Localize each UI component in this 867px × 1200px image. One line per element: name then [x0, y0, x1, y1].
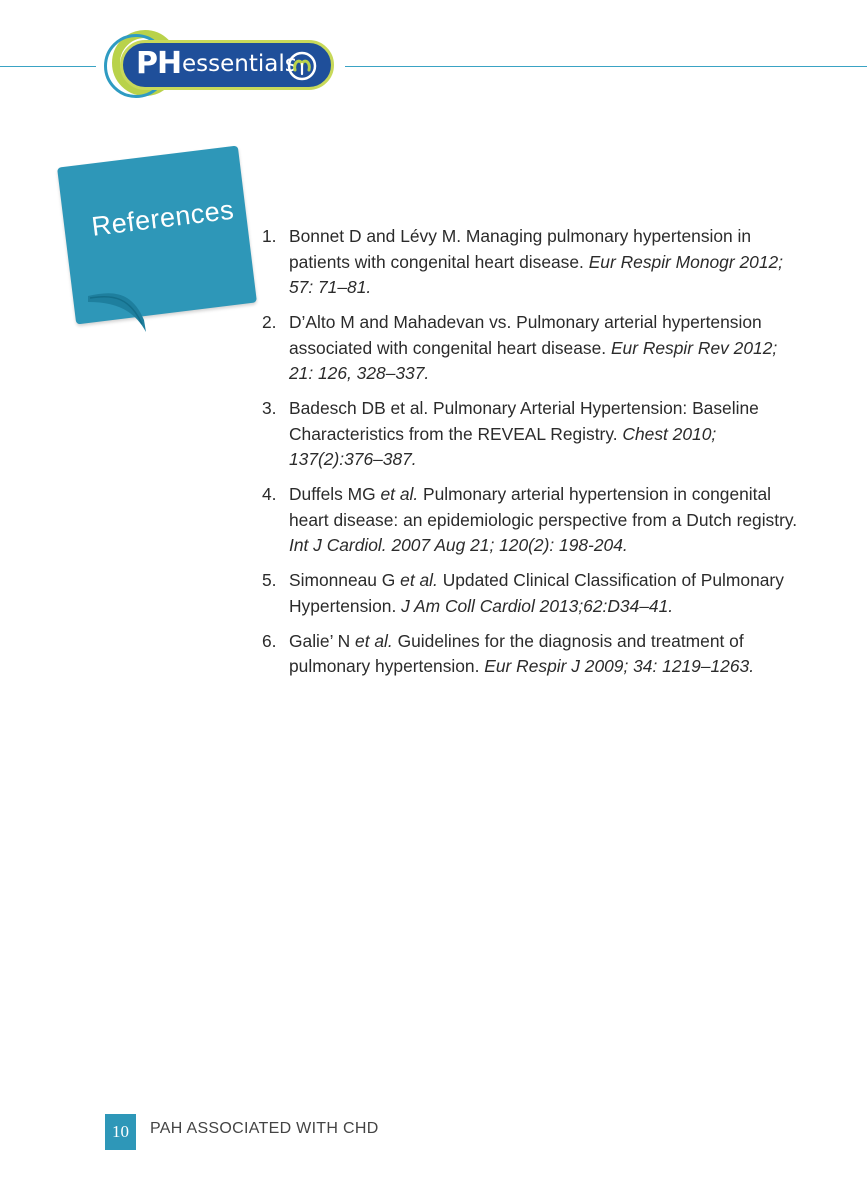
sticky-note-curl-icon	[84, 280, 164, 336]
header-rule-right	[345, 66, 867, 67]
reference-author: Galie’ N	[289, 630, 356, 651]
references-list	[262, 224, 802, 689]
ph-essentials-logo	[100, 28, 340, 104]
footer-title: PAH ASSOCIATED WITH CHD	[150, 1120, 379, 1137]
reference-text: Updated Clinical Classification of Pulmonary Hypertension.	[289, 570, 784, 616]
lungs-swirl-icon	[286, 50, 318, 82]
reference-number: 6.	[262, 630, 277, 651]
reference-citation: Int J Cardiol. 2007 Aug 21; 120(2): 198-204.	[289, 535, 628, 555]
reference-item-3	[262, 396, 802, 473]
reference-author: Simonneau G	[289, 570, 401, 590]
page-number: 10	[105, 1114, 136, 1150]
logo-essentials-text: essentials	[182, 51, 297, 77]
reference-etal: et al.	[380, 484, 419, 504]
references-sticky-note	[60, 150, 260, 340]
reference-citation: Chest 2010; 137(2):376–387.	[289, 423, 717, 469]
reference-number: 3.	[262, 398, 277, 418]
reference-etal: et al.	[400, 570, 438, 590]
reference-item-4	[262, 482, 802, 559]
reference-text: D’Alto M and Mahadevan vs. Pulmonary arterial hypertension associated with congenital heart disease.	[289, 312, 762, 358]
header-rule-left	[0, 66, 96, 67]
logo-ph-text: PH	[136, 46, 182, 81]
reference-item-2	[262, 310, 802, 387]
reference-citation: Eur Respir J 2009; 34: 1219–1263.	[484, 656, 755, 676]
reference-item-6	[262, 629, 802, 680]
reference-number: 5.	[262, 570, 277, 590]
reference-text: Pulmonary arterial hypertension in congenital heart disease: an epidemiologic perspective from a Dutch registry.	[289, 484, 798, 530]
reference-text: Badesch DB et al. Pulmonary Arterial Hypertension: Baseline Characteristics from the REVEAL Registry.	[289, 398, 759, 444]
reference-citation: J Am Coll Cardiol 2013;62:D34–41.	[401, 595, 674, 616]
reference-text: Guidelines for the diagnosis and treatment of pulmonary hypertension.	[289, 630, 744, 676]
reference-number: 4.	[262, 484, 277, 504]
reference-citation: Eur Respir Monogr 2012; 57: 71–81.	[289, 251, 783, 297]
references-heading: References	[90, 194, 236, 242]
reference-number: 1.	[262, 226, 277, 246]
reference-number: 2.	[262, 312, 277, 332]
reference-item-5	[262, 568, 802, 619]
reference-etal: et al.	[355, 630, 393, 651]
reference-text: Bonnet D and Lévy M. Managing pulmonary hypertension in patients with congenital heart disease.	[289, 226, 752, 272]
reference-citation: Eur Respir Rev 2012; 21: 126, 328–337.	[289, 337, 778, 383]
reference-item-1	[262, 224, 802, 301]
reference-author: Duffels MG	[289, 484, 381, 504]
